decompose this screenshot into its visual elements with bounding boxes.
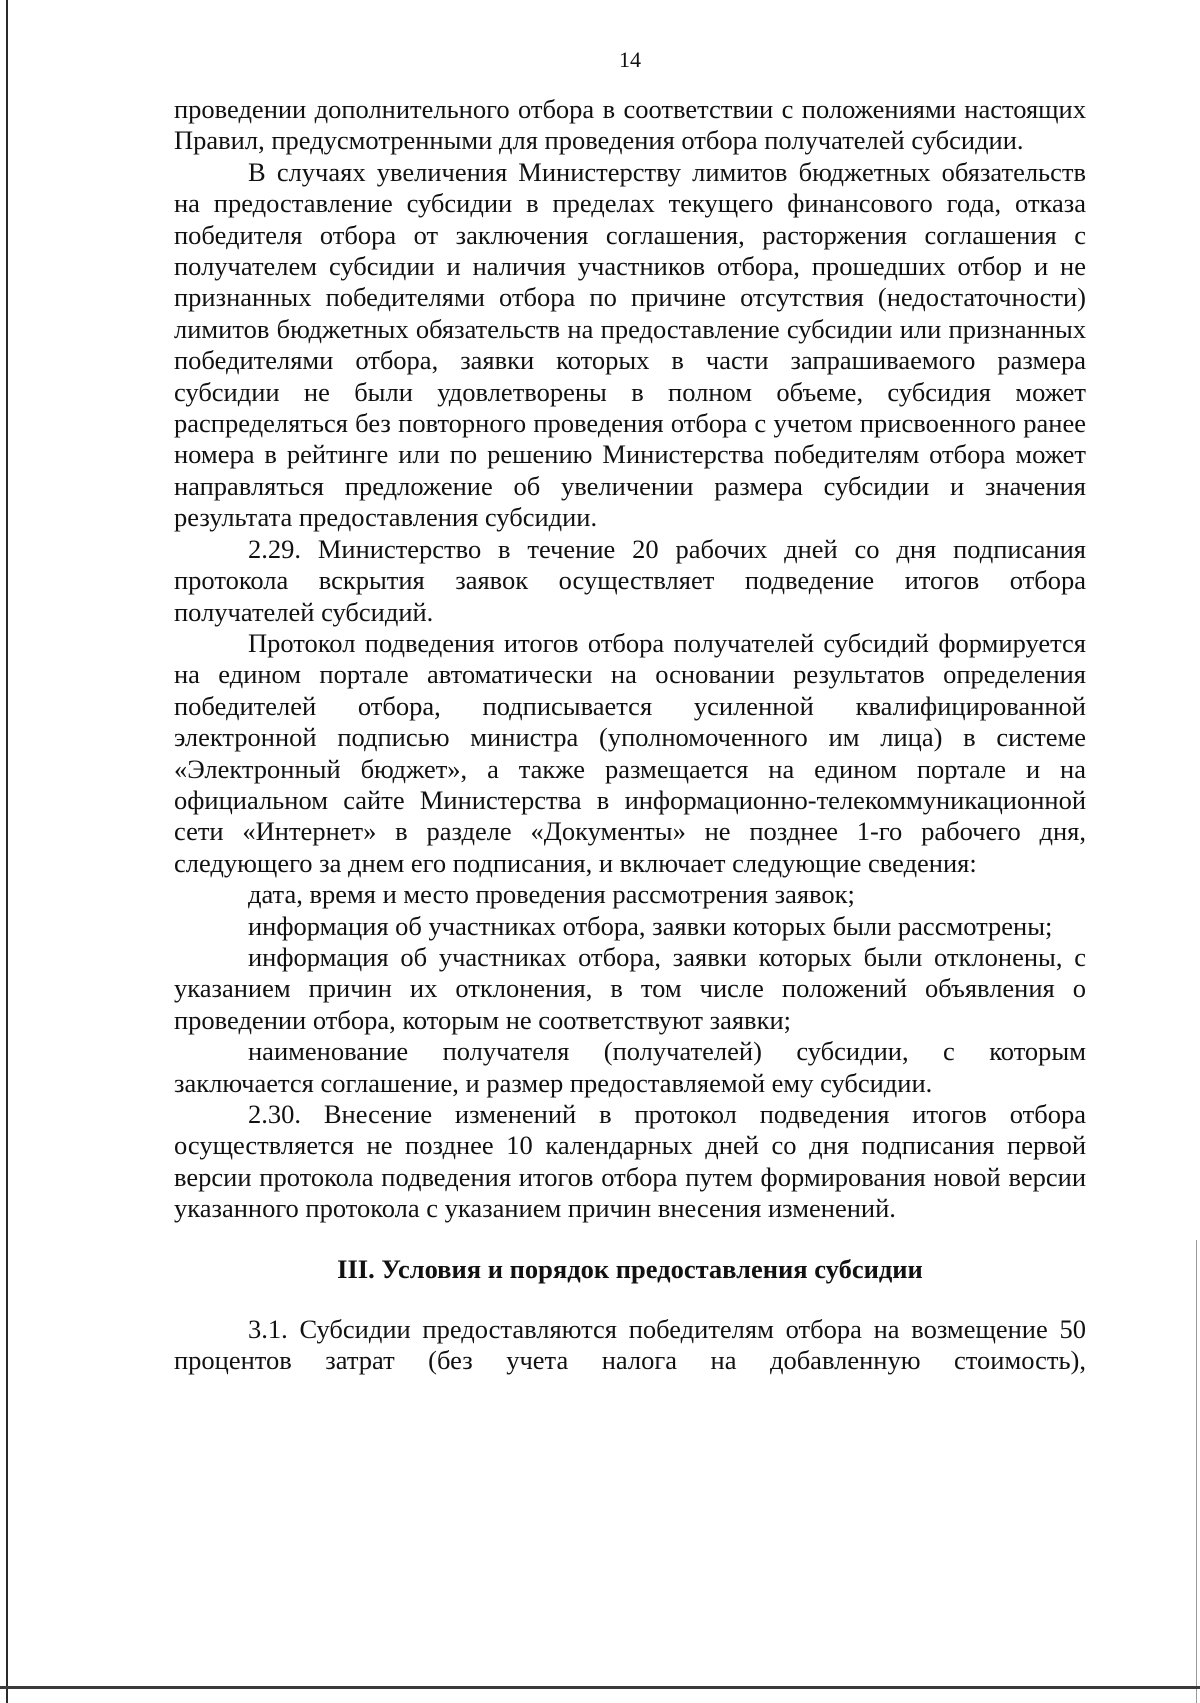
paragraph-3-1: 3.1. Субсидии предоставляются победителям отбора на возмещение 50 процентов затрат (без учета налога на добавленную стоимость), (174, 1314, 1086, 1376)
paragraph-limits-increase: В случаях увеличения Министерству лимитов бюджетных обязательств на предоставление субсидии в пределах текущего финансового года, отказа победителя отбора от заключения соглашения, расторжения соглашения с получателем субсидии и наличия участников отбора, прошедших отбор и не признанных победителями отбора по причине отсутствия (недостаточности) лимитов бюджетных обязательств на предоставление субсидии или признанных победителями отбора, заявки которых в части запрашиваемого размера субсидии не были удовлетворены в полном объеме, субсидия может распределяться без повторного проведения отбора с учетом присвоенного ранее номера в рейтинге или по решению Министерства победителям отбора может направляться предложение об увеличении размера субсидии и значения результата предоставления субсидии. (174, 156, 1086, 533)
list-item-date-time: дата, время и место проведения рассмотрения заявок; (248, 879, 855, 910)
scan-edge-right (1196, 1240, 1197, 1703)
list-item-rejected: информация об участниках отбора, заявки которых были отклонены, с указанием причин их отклонения, в том числе положений объявления о проведении отбора, которым не соответствуют заявки; (174, 941, 1086, 1035)
scan-edge-left (6, 0, 8, 1703)
paragraph-protocol: Протокол подведения итогов отбора получателей субсидий формируется на едином портале автоматически на основании результатов определения победителей отбора, подписывается усиленной квалифицированной электронной подписью министра (уполномоченного им лица) в системе «Электронный бюджет», а также размещается на едином портале и на официальном сайте Министерства в информационно-телекоммуникационной сети «Интернет» в разделе «Документы» не позднее 1-го рабочего дня, следующего за днем его подписания, и включает следующие сведения: (174, 627, 1086, 878)
list-item-considered: информация об участниках отбора, заявки которых были рассмотрены; (248, 910, 1053, 941)
list-item-recipient: наименование получателя (получателей) субсидии, с которым заключается соглашение, и размер предоставляемой ему субсидии. (174, 1036, 1086, 1098)
page-number: 14 (619, 47, 641, 72)
paragraph-continuation: проведении дополнительного отбора в соответствии с положениями настоящих Правил, предусмотренными для проведения отбора получателей субсидии. (174, 94, 1086, 156)
scan-edge-bottom (0, 1686, 1200, 1689)
section-heading: III. Условия и порядок предоставления субсидии (337, 1253, 923, 1284)
paragraph-2-30: 2.30. Внесение изменений в протокол подведения итогов отбора осуществляется не позднее 10 календарных дней со дня подписания первой версии протокола подведения итогов отбора путем формирования новой версии указанного протокола с указанием причин внесения изменений. (174, 1099, 1086, 1224)
document-body (174, 94, 1086, 1377)
paragraph-2-29: 2.29. Министерство в течение 20 рабочих дней со дня подписания протокола вскрытия заявок осуществляет подведение итогов отбора получателей субсидий. (174, 533, 1086, 627)
